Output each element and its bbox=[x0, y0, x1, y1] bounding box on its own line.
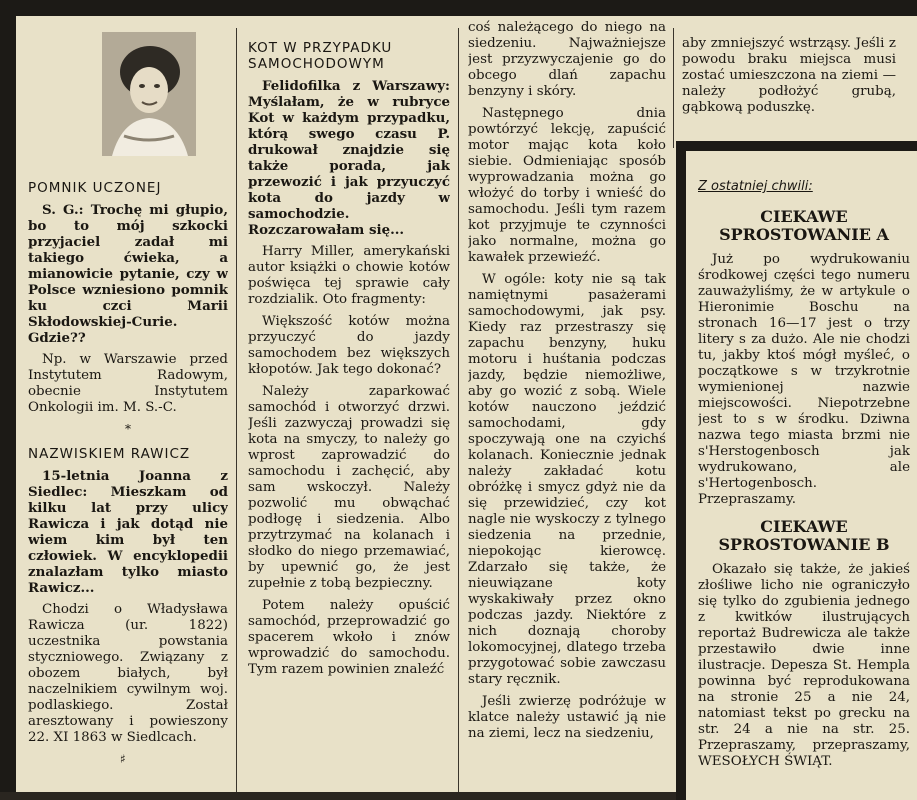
column-2 bbox=[248, 20, 450, 792]
reader-question: 15-letnia Joanna z Siedlec: Mieszkam od kilku lat przy ulicy Rawicza i jak dotąd nie wiem kim był ten człowiek. W encyklopedii znalazłam tylko miasto Rawicz... bbox=[28, 468, 228, 596]
section-title: NAZWISKIEM RAWICZ bbox=[28, 446, 191, 462]
answer-text: Np. w Warszawie przed Instytutem Radowym, obecnie Instytutem Onkologii im. M. S.-C. bbox=[28, 352, 228, 415]
separator-star: * bbox=[125, 422, 131, 436]
body-paragraph: Następnego dnia powtórzyć lekcję, zapuścić motor mając kota koło siebie. Odmieniając sposób wyprowadzania można go włożyć do torby i wnieść do samochodu. Jeśli tym razem kot przyjmuje te czynności jako normalne, można go kawałek przewieźć. bbox=[468, 106, 666, 265]
correction-a-title: CIEKAWE SPROSTOWANIE A bbox=[719, 207, 889, 244]
body-paragraph: coś należącego do niego na siedzeniu. Najważniejsze jest przyzwyczajenie go do obcego dlań zapachu benzyny i skóry. bbox=[468, 20, 666, 99]
top-border bbox=[0, 0, 917, 16]
box-header: Z ostatniej chwili: bbox=[698, 179, 813, 194]
column-3 bbox=[468, 20, 666, 792]
late-news-content bbox=[698, 161, 910, 776]
section-title: KOT W PRZYPADKU SAMOCHODOWYM bbox=[248, 40, 393, 72]
portrait-image bbox=[102, 32, 196, 156]
answer-text: Chodzi o Władysława Rawicza (ur. 1822) uczestnika powstania styczniowego. Związany z obozem białych, był naczelnikiem cywilnym woj. podlaskiego. Został aresztowany i powieszony 22. XI 1863 w Siedlcach. bbox=[28, 602, 228, 745]
correction-b-text: Okazało się także, że jakieś złośliwe licho nie ograniczyło się tylko do zgubienia jednego z kwitków ilustrujących reportaż Budrewicza ale także przestawiło dwie inne ilustracje. Depesza St. Hempla powinna być reprodukowana na stronie 25 a nie 24, natomiast tekst po grecku na str. 24 a nie na str. 25. Przepraszamy, przepraszamy, WESOŁYCH ŚWIĄT. bbox=[698, 562, 910, 769]
column-rule bbox=[236, 28, 237, 792]
correction-a-text: Już po wydrukowaniu środkowej części tego numeru zauważyliśmy, że w artykule o Hieronimie Boschu na stronach 16—17 jest o trzy litery s za dużo. Ale nie chodzi tu, jakby ktoś mógł myśleć, o początkowe s w trzykrotnie wymienionej nazwie miejscowości. Niepotrzebne jest to s w środku. Dziwna nazwa tego miasta brzmi nie s'Herstogenbosch jak wydrukowano, ale s'Hertogenbosch. Przepraszamy. bbox=[698, 252, 910, 507]
body-paragraph: Jeśli zwierzę podróżuje w klatce należy ustawić ją nie na ziemi, lecz na siedzeniu, bbox=[468, 694, 666, 741]
body-paragraph: Potem należy opuścić samochód, przeprowadzić go spacerem wkoło i znów wprowadzić do samochodu. Tym razem powinien znaleźć bbox=[248, 598, 450, 677]
body-paragraph: Większość kotów można przyuczyć do jazdy samochodem bez większych kłopotów. Jak tego dokonać? bbox=[248, 314, 450, 377]
column-4 bbox=[682, 36, 896, 154]
column-rule bbox=[458, 28, 459, 792]
portrait-photo bbox=[102, 32, 196, 156]
late-news-box bbox=[676, 141, 917, 800]
reader-question: Felidofilka z Warszawy: Myślałam, że w rubryce Kot w każdym przypadku, którą swego czasu P. drukował znajdzie się także porada, jak przewozić i jak przyuczyć kota do jazdy w samochodzie. Rozczarowałam się... bbox=[248, 78, 450, 238]
body-paragraph: Należy zaparkować samochód i otworzyć drzwi. Jeśli zazwyczaj prowadzi się kota na smyczy, to należy go wprost zaprowadzić do samochodu i zachęcić, aby sam wskoczył. Należy pozwolić mu obwąchać podłogę i siedzenia. Albo przytrzymać na kolanach i słodko do niego przemawiać, by upewnić go, że jest zupełnie z tobą bezpieczny. bbox=[248, 384, 450, 591]
body-paragraph: W ogóle: koty nie są tak namiętnymi pasażerami samochodowymi, jak psy. Kiedy raz przestraszy się zapachu benzyny, huku motoru i huśtania podczas jazdy, będzie niemożliwe, aby go wozić z sobą. Wiele kotów nauczono jeździć samochodami, gdy spoczywają one na czyichś kolanach. Koniecznie jednak należy zakładać kotu obróżkę i smycz gdyż nie da się przewidzieć, czy kot nagle nie wyskoczy z tylnego siedzenia na przednie, niepokojąc kierowcę. Zdarzało się także, że nieuwiązane koty wyskakiwały przez okno podczas jazdy. Niektóre z nich doznają choroby lokomocyjnej, dlatego trzeba przygotować sobie zawczasu stary ręcznik. bbox=[468, 272, 666, 687]
body-paragraph: Harry Miller, amerykański autor książki o chowie kotów poświęca tej sprawie cały rozdzialik. Oto fragmenty: bbox=[248, 244, 450, 307]
end-mark: ♯ bbox=[120, 752, 126, 766]
reader-question: S. G.: Trochę mi głupio, bo to mój szkocki przyjaciel zadał mi takiego ćwieka, a mianowicie pytanie, czy w Polsce wzniesiono pomnik ku czci Marii Skłodowskiej-Curie. Gdzie?? bbox=[28, 202, 228, 346]
body-paragraph: aby zmniejszyć wstrząsy. Jeśli z powodu braku miejsca musi zostać umieszczona na ziemi — należy podłożyć grubą, gąbkową poduszkę. bbox=[682, 36, 896, 115]
column-rule bbox=[673, 28, 674, 148]
left-border bbox=[0, 0, 16, 800]
column-1 bbox=[28, 20, 228, 792]
correction-b-title: CIEKAWE SPROSTOWANIE B bbox=[718, 517, 890, 554]
section-title: POMNIK UCZONEJ bbox=[28, 180, 162, 196]
